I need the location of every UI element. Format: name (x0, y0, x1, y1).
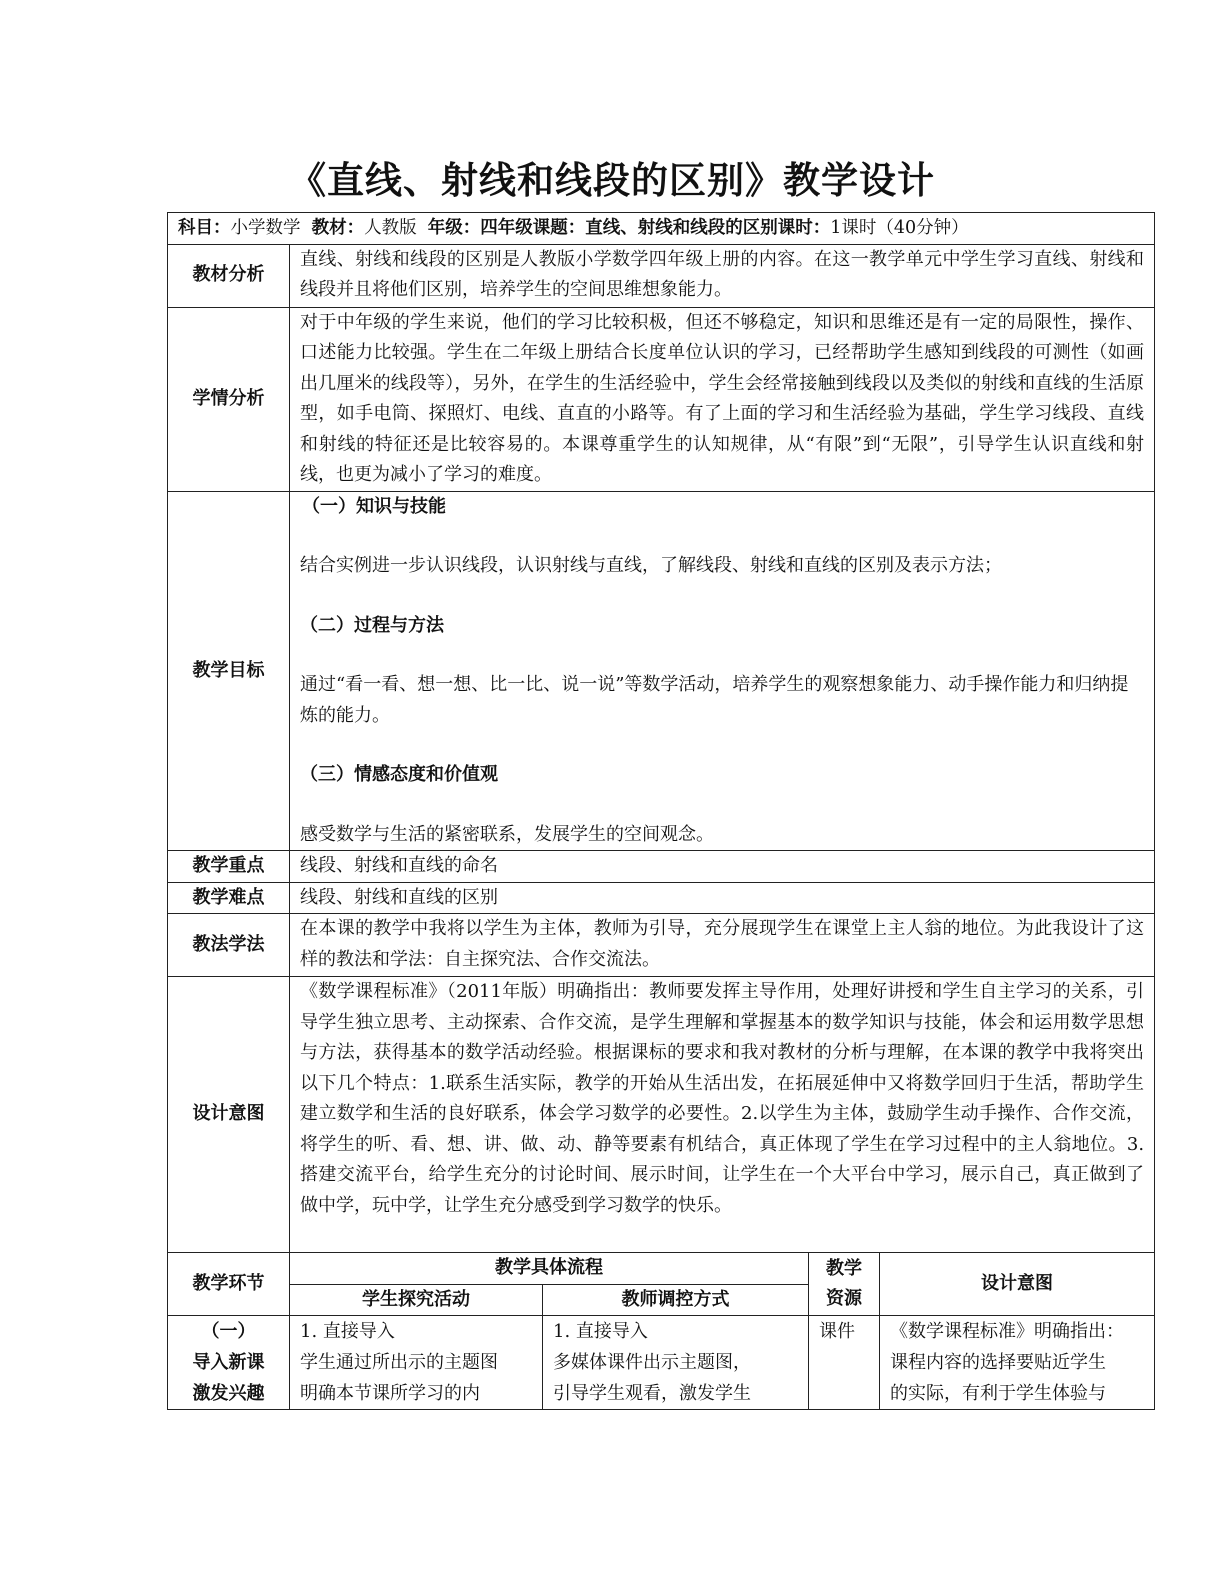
goal-text-process: 通过“看一看、想一想、比一比、说一说”等数学活动，培养学生的观察想象能力、动手操作能力和归纳提炼的能力。 (300, 674, 1129, 726)
teacher-line-3: 引导学生观看，激发学生 (553, 1383, 751, 1404)
material-cell (290, 244, 1155, 307)
students-text: 对于中年级的学生来说，他们的学习比较积极，但还不够稳定，知识和思维还是有一定的局限性，操作、口述能力比较强。学生在二年级上册结合长度单位认识的学习，已经帮助学生感知到线段的可测性（如画出几厘米的线段等），另外，在学生的生活经验中，学生会经常接触到线段以及类似的射线和直线的生活原型，如手电筒、探照灯、电线、直直的小路等。有了上面的学习和生活经验为基础，学生学习线段、直线和射线的特征还是比较容易的。本课尊重学生的认知规律，从“有限”到“无限”，引导学生认识直线和射线，也更为减小了学习的难度。 (300, 311, 1145, 485)
student-activity-header: 学生探究活动 (290, 1284, 543, 1316)
stage-intro-line-2: 导入新课 (192, 1352, 265, 1373)
grade-label: 年级： (427, 218, 481, 238)
intent-intro (880, 1316, 1155, 1410)
key-point-row (168, 851, 1155, 883)
resource-header-line-2: 资源 (826, 1288, 862, 1309)
student-line-2: 学生通过所出示的主题图 (300, 1352, 498, 1373)
intent-line-3: 的实际，有利于学生体验与 (890, 1383, 1106, 1404)
resource-line-1: 课件 (819, 1321, 855, 1342)
intent-line-2: 课程内容的选择要贴近学生 (890, 1352, 1106, 1373)
difficulty-text: 线段、射线和直线的区别 (290, 882, 1155, 914)
goals-row (168, 491, 1155, 851)
intent-column-header: 设计意图 (880, 1253, 1155, 1316)
subject-label: 科目： (178, 218, 231, 238)
intent-label: 设计意图 (168, 977, 290, 1253)
stage-column-header: 教学环节 (168, 1253, 290, 1316)
intent-text: 《数学课程标准》（2011年版）明确指出：教师要发挥主导作用，处理好讲授和学生自主学习的关系，引导学生独立思考、主动探索、合作交流，是学生理解和掌握基本的数学知识与技能，体会和运用数学思想与方法，获得基本的数学活动经验。根据课标的要求和我对教材的分析与理解，在本课的教学中我将突出以下几个特点：1.联系生活实际，教学的开始从生活出发，在拓展延伸中又将数学回归于生活，帮助学生建立数学和生活的良好联系，体会学习数学的必要性。2.以学生为主体，鼓励学生动手操作、合作交流，将学生的听、看、想、讲、做、动、静等要素有机结合，真正体现了学生在学习过程中的主人翁地位。3.搭建交流平台，给学生充分的讨论时间、展示时间，让学生在一个大平台中学习，展示自己，真正做到了做中学，玩中学，让学生充分感受到学习数学的快乐。 (300, 981, 1145, 1216)
teacher-control-intro (543, 1316, 809, 1410)
teacher-control-header: 教师调控方式 (543, 1284, 809, 1316)
student-activity-intro (290, 1316, 543, 1410)
grade-value: 四年级 (480, 218, 533, 238)
stage-intro-line-3: 激发兴趣 (192, 1383, 265, 1404)
goal-text-knowledge: 结合实例进一步认识线段，认识射线与直线，了解线段、射线和直线的区别及表示方法； (300, 555, 1002, 576)
textbook-value: 人教版 (364, 218, 417, 238)
material-text: 直线、射线和线段的区别是人教版小学数学四年级上册的内容。在这一教学单元中学生学习直线、射线和线段并且将他们区别，培养学生的空间思维想象能力。 (300, 248, 1145, 300)
resource-intro (809, 1316, 880, 1410)
methods-label: 教法学法 (168, 914, 290, 977)
key-point-label: 教学重点 (168, 851, 290, 883)
methods-text: 在本课的教学中我将以学生为主体，教师为引导，充分展现学生在课堂上主人翁的地位。为此我设计了这样的教法和学法：自主探究法、合作交流法。 (300, 918, 1145, 970)
difficulty-row (168, 882, 1155, 914)
goal-text-attitude: 感受数学与生活的紧密联系，发展学生的空间观念。 (300, 823, 714, 845)
stage-intro (168, 1316, 290, 1410)
methods-row (168, 914, 1155, 977)
students-row (168, 307, 1155, 491)
course-info-row (168, 213, 1155, 245)
goals-label: 教学目标 (168, 491, 290, 851)
material-label: 教材分析 (168, 244, 290, 307)
textbook-label: 教材： (311, 218, 365, 238)
flow-column-header: 教学具体流程 (290, 1253, 809, 1285)
stage-intro-line-1: （一） (201, 1321, 256, 1342)
hours-value: 1课时（40分钟） (830, 218, 969, 238)
lesson-plan-table (167, 212, 1155, 1410)
teacher-line-1: 1. 直接导入 (553, 1321, 648, 1342)
document-title: 《直线、射线和线段的区别》教学设计 (289, 159, 935, 202)
teacher-line-2: 多媒体课件出示主题图， (553, 1352, 751, 1373)
difficulty-label: 教学难点 (168, 882, 290, 914)
goal-heading-knowledge: （一）知识与技能 (302, 495, 446, 517)
key-point-text: 线段、射线和直线的命名 (290, 851, 1155, 883)
material-row (168, 244, 1155, 307)
student-line-3: 明确本节课所学习的内 (300, 1383, 480, 1404)
subject-value: 小学数学 (230, 218, 301, 238)
course-info-cell (168, 213, 1155, 245)
goals-cell (290, 491, 1155, 851)
intent-line-1: 《数学课程标准》明确指出： (890, 1321, 1124, 1342)
intent-row (168, 977, 1155, 1253)
topic-value: 直线、射线和线段的区别 (585, 218, 778, 238)
resource-column-header (809, 1253, 880, 1316)
goal-heading-attitude: （三）情感态度和价值观 (300, 764, 498, 785)
process-row-intro (168, 1316, 1155, 1410)
topic-label: 课题： (532, 218, 586, 238)
students-label: 学情分析 (168, 307, 290, 491)
hours-label: 课时： (777, 218, 831, 238)
resource-header-line-1: 教学 (826, 1257, 862, 1279)
methods-cell (290, 914, 1155, 977)
goal-heading-process: （二）过程与方法 (300, 614, 444, 636)
student-line-1: 1. 直接导入 (300, 1321, 395, 1342)
intent-cell (290, 977, 1155, 1253)
process-header-row-1 (168, 1253, 1155, 1285)
students-cell (290, 307, 1155, 491)
